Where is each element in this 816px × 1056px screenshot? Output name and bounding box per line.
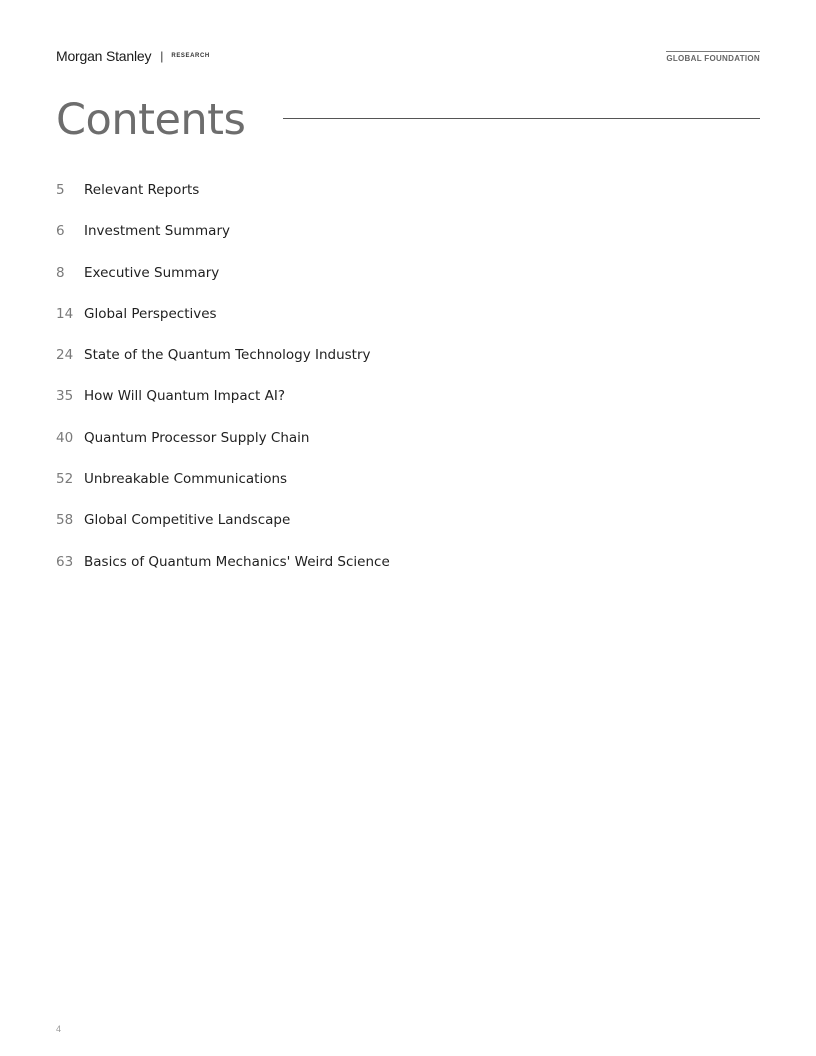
brand-subtitle: RESEARCH [171,53,210,59]
toc-label[interactable]: Executive Summary [84,264,220,281]
toc-page-number: 24 [56,347,74,364]
toc-item[interactable] [56,217,576,258]
toc-label[interactable]: Unbreakable Communications [84,471,288,488]
brand-name: Morgan Stanley [56,48,152,64]
toc-item[interactable] [56,382,576,423]
page-number: 4 [56,1024,62,1034]
toc-page-number: 5 [56,182,65,198]
toc-item[interactable] [56,341,576,382]
toc-label[interactable]: Investment Summary [84,223,230,240]
page-title: Contents [56,95,246,145]
toc-label[interactable]: State of the Quantum Technology Industry [84,347,371,364]
toc-label[interactable]: Global Competitive Landscape [84,512,291,529]
toc-label[interactable]: Basics of Quantum Mechanics' Weird Science [84,553,390,570]
toc-item[interactable] [56,300,576,341]
toc-page-number: 35 [56,388,74,405]
toc-item[interactable] [56,506,576,547]
toc-label[interactable]: How Will Quantum Impact AI? [84,388,286,405]
toc-page-number: 40 [56,429,74,446]
toc-label[interactable]: Global Perspectives [84,305,217,322]
toc-item[interactable] [56,176,576,217]
page-header [56,48,760,68]
toc-page-number: 58 [56,512,74,529]
toc-item[interactable] [56,548,576,589]
toc-item[interactable] [56,465,576,506]
toc-page-number: 63 [56,553,74,570]
title-row [56,92,760,148]
toc-label[interactable]: Quantum Processor Supply Chain [84,429,310,446]
toc-label[interactable]: Relevant Reports [84,182,200,198]
toc-page-number: 8 [56,264,65,281]
toc-page-number: 6 [56,223,65,240]
section-tag: GLOBAL FOUNDATION [666,51,760,63]
toc-page-number: 52 [56,471,74,488]
brand-logo [56,48,210,64]
toc-page-number: 14 [56,305,74,322]
table-of-contents [56,176,576,589]
brand-separator: | [160,49,164,63]
toc-item[interactable] [56,259,576,300]
toc-item[interactable] [56,424,576,465]
title-divider [283,118,760,119]
